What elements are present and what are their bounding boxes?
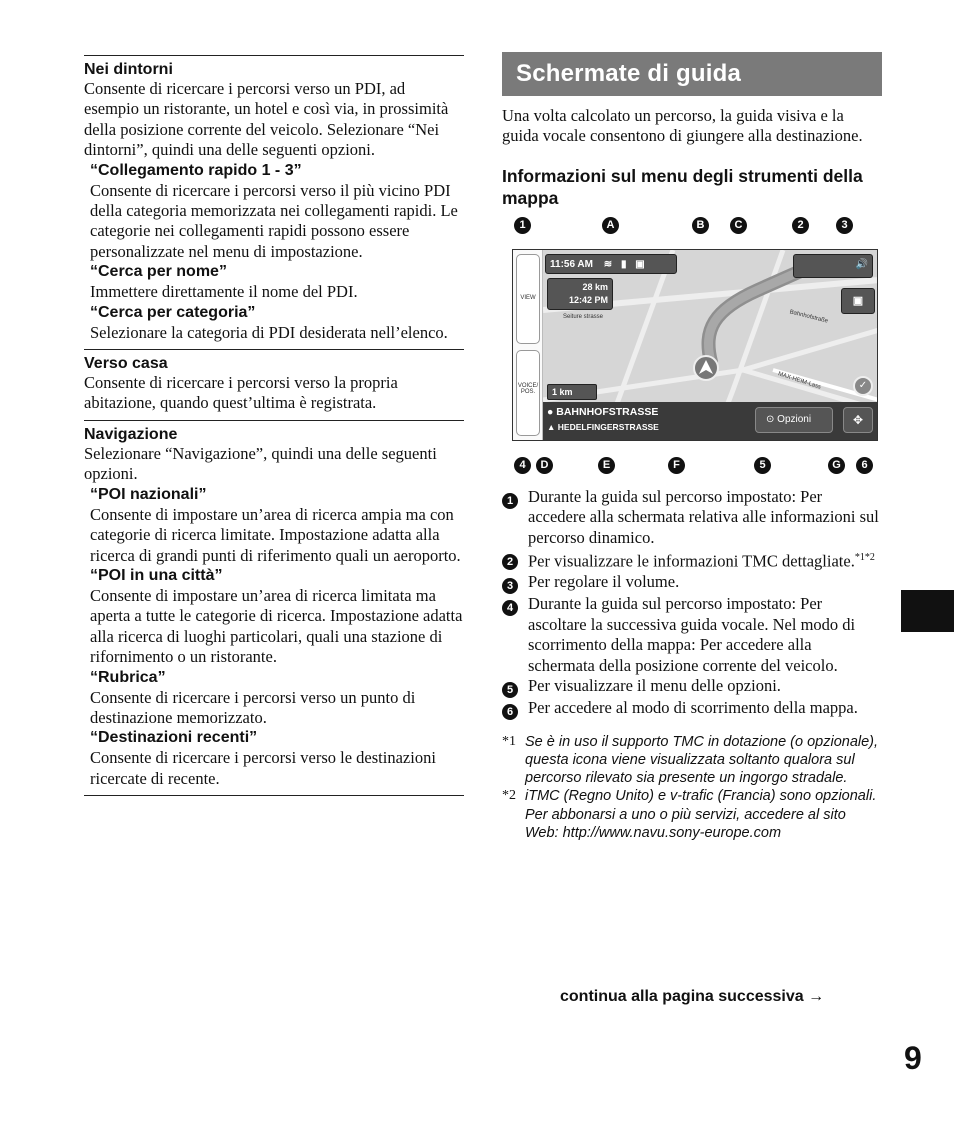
tmc-traffic-icon: ▣ (852, 294, 864, 307)
current-street-name: BAHNHOFSTRASSE (556, 405, 659, 418)
footnote-text: iTMC (Regno Unito) e v-trafic (Francia) sono opzionali. Per abbonarsi a uno o più servizi, accedere al sito Web: http://www.navu.sony-europe.com (525, 788, 877, 841)
item-text: Per visualizzare le informazioni TMC dettagliate. (528, 551, 855, 571)
voice-pos-button[interactable] (516, 350, 540, 436)
section-body: Selezionare “Navigazione”, quindi una delle seguenti opzioni. (84, 443, 437, 484)
traffic-icon: ▣ (635, 258, 645, 270)
option-title: “Destinazioni recenti” (90, 729, 258, 747)
move-arrows-icon: ✥ (852, 412, 864, 427)
callout-3: 3 (836, 217, 853, 234)
battery-icon: ▮ (620, 258, 627, 270)
footnote-text: Se è in uso il supporto TMC in dotazione (o opzionale), questa icona viene visualizzata soltanto qualora sul percorso rilevato sia presente un ingorgo stradale. (525, 733, 879, 787)
footnote-mark: *2 (502, 788, 516, 804)
option-title: “POI nazionali” (90, 485, 207, 503)
footnote (502, 733, 882, 788)
subsection-heading: Informazioni sul menu degli strumenti della mappa (502, 165, 863, 208)
right-column (502, 52, 882, 842)
next-turn-distance (547, 384, 597, 400)
callout-description-list (502, 487, 882, 721)
list-item (502, 676, 882, 698)
option-collegamento (84, 161, 464, 263)
callout-6: 6 (856, 457, 873, 474)
option-poi-nazionali (84, 485, 464, 566)
item-number: 6 (502, 704, 518, 720)
arrival-time: 12:42 PM (568, 294, 608, 305)
list-item (502, 698, 882, 720)
next-turn-label: 1 km (552, 386, 573, 397)
option-rubrica (84, 668, 464, 729)
section-title: Nei dintorni (84, 61, 173, 78)
footnote-mark: *1 (502, 733, 516, 749)
item-number: 5 (502, 682, 518, 698)
banner-title: Schermate di guida (516, 60, 741, 87)
map-screen-figure (502, 217, 882, 483)
callout-5: 5 (754, 457, 771, 474)
callout-c: C (730, 217, 747, 234)
section-body: Consente di ricercare i percorsi verso un PDI, ad esempio un ristorante, un hotel e così via, in prossimità della posizione corrente del veicolo. Selezionare “Nei dintorni”, quindi una delle seguenti opzioni. (84, 79, 449, 160)
footnote-ref: *1*2 (854, 552, 875, 564)
option-title: “Rubrica” (90, 668, 166, 686)
option-cerca-nome (84, 262, 464, 302)
road-label-bahnhof: Bahnhofstraße (788, 309, 829, 325)
option-title: “Cerca per nome” (90, 263, 227, 281)
callout-e: E (598, 457, 615, 474)
footnote (502, 787, 882, 842)
navigation-screen (512, 249, 878, 441)
item-text: Per regolare il volume. (528, 571, 680, 591)
intro-text: Una volta calcolato un percorso, la guida visiva e la guida vocale consentono di giungere alla destinazione. (502, 106, 863, 146)
left-column (84, 55, 464, 796)
screen-side-panel (513, 250, 543, 440)
callout-f: F (668, 457, 685, 474)
options-label: Opzioni (777, 413, 812, 425)
option-body: Immettere direttamente il nome del PDI. (90, 282, 358, 302)
list-item (502, 572, 882, 594)
view-label: VIEW (520, 294, 536, 301)
voice-pos-label: VOICE/ POS. (517, 382, 539, 395)
item-number: 3 (502, 578, 518, 594)
option-body: Consente di impostare un’area di ricerca limitata ma aperta a tutte le categorie di ricerca. Impostazione adatta alla ricerca di luoghi particolari, quali una stazione di rifornimento o un ristorante. (90, 585, 463, 667)
option-title: “Collegamento rapido 1 - 3” (90, 161, 302, 179)
distance-remaining: 28 km (582, 281, 608, 292)
option-body: Consente di ricercare i percorsi verso il più vicino PDI della categoria memorizzata nei collegamenti rapidi. Le categorie nei collegamenti rapidi possono essere personalizzate nel menu di impostazione. (90, 180, 458, 261)
callout-d: D (536, 457, 553, 474)
current-street: ● BAHNHOFSTRASSE (547, 405, 659, 418)
option-title: “Cerca per categoria” (90, 303, 256, 321)
section-title: Navigazione (84, 425, 178, 443)
section-navigazione (84, 420, 464, 796)
section-tab-marker (901, 590, 954, 632)
option-title: “POI in una città” (90, 566, 223, 584)
callout-g: G (828, 457, 845, 474)
option-body: Consente di ricercare i percorsi verso un punto di destinazione memorizzato. (90, 687, 416, 727)
item-number: 1 (502, 493, 518, 509)
status-bar (545, 254, 677, 274)
item-number: 2 (502, 554, 518, 570)
road-label-max: MAX-HEIM-Lass (777, 371, 822, 391)
callout-2: 2 (792, 217, 809, 234)
options-button[interactable] (755, 407, 833, 433)
list-item (502, 487, 882, 548)
list-item (502, 548, 882, 572)
item-text: Per accedere al modo di scorrimento della mappa. (528, 698, 858, 718)
callout-a: A (602, 217, 619, 234)
item-text: Per visualizzare il menu delle opzioni. (528, 675, 781, 695)
continue-next-page: continua alla pagina successiva → (560, 988, 825, 1005)
callout-1: 1 (514, 217, 531, 234)
tmc-icon: ≋ (603, 258, 613, 270)
tmc-info-button[interactable] (841, 288, 875, 314)
section-title: Verso casa (84, 355, 168, 373)
option-body: Consente di impostare un’area di ricerca ampia ma con categorie di ricerca limitate. Impostazione adatta alla ricerca di grandi punti di riferimento quali un aeroporto. (90, 504, 461, 565)
callout-4: 4 (514, 457, 531, 474)
page-number: 9 (904, 1040, 922, 1076)
clock-time: 11:56 AM (550, 258, 593, 270)
option-cerca-categoria (84, 303, 464, 343)
item-text: Durante la guida sul percorso impostato: Per accedere alla schermata relativa alle informazioni sul percorso dinamico. (528, 486, 879, 547)
callout-b: B (692, 217, 709, 234)
volume-button[interactable] (793, 254, 873, 278)
option-body: Selezionare la categoria di PDI desiderata nell’elenco. (90, 322, 448, 342)
section-nei-dintorni (84, 55, 464, 349)
bottom-bar (543, 402, 877, 440)
scroll-mode-button[interactable] (843, 407, 873, 433)
section-verso-casa (84, 349, 464, 420)
speaker-icon: 🔊 (855, 258, 868, 270)
section-banner (502, 52, 882, 96)
options-icon: ⊙ (766, 413, 775, 425)
arrow-icon (695, 357, 717, 379)
item-number: 4 (502, 600, 518, 616)
route-info-box[interactable] (547, 278, 613, 310)
compass-icon: ✓ (853, 376, 873, 396)
road-label-small: Seiture strasse (563, 313, 604, 320)
option-destinazioni-recenti (84, 728, 464, 789)
vehicle-position-icon (693, 355, 719, 381)
next-street: ▲ HEDELFINGERSTRASSE (547, 421, 659, 432)
next-street-name: HEDELFINGERSTRASSE (557, 421, 659, 432)
list-item (502, 594, 882, 676)
view-button[interactable] (516, 254, 540, 344)
footnotes (502, 733, 882, 842)
section-body: Consente di ricercare i percorsi verso la propria abitazione, quando quest’ultima è registrata. (84, 373, 398, 413)
option-body: Consente di ricercare i percorsi verso le destinazioni ricercate di recente. (90, 748, 436, 788)
item-text: Durante la guida sul percorso impostato: Per ascoltare la successiva guida vocale. Nel modo di scorrimento della mappa: Per accedere alla schermata della posizione corrente del veicolo. (528, 594, 856, 675)
option-poi-citta (84, 566, 464, 668)
